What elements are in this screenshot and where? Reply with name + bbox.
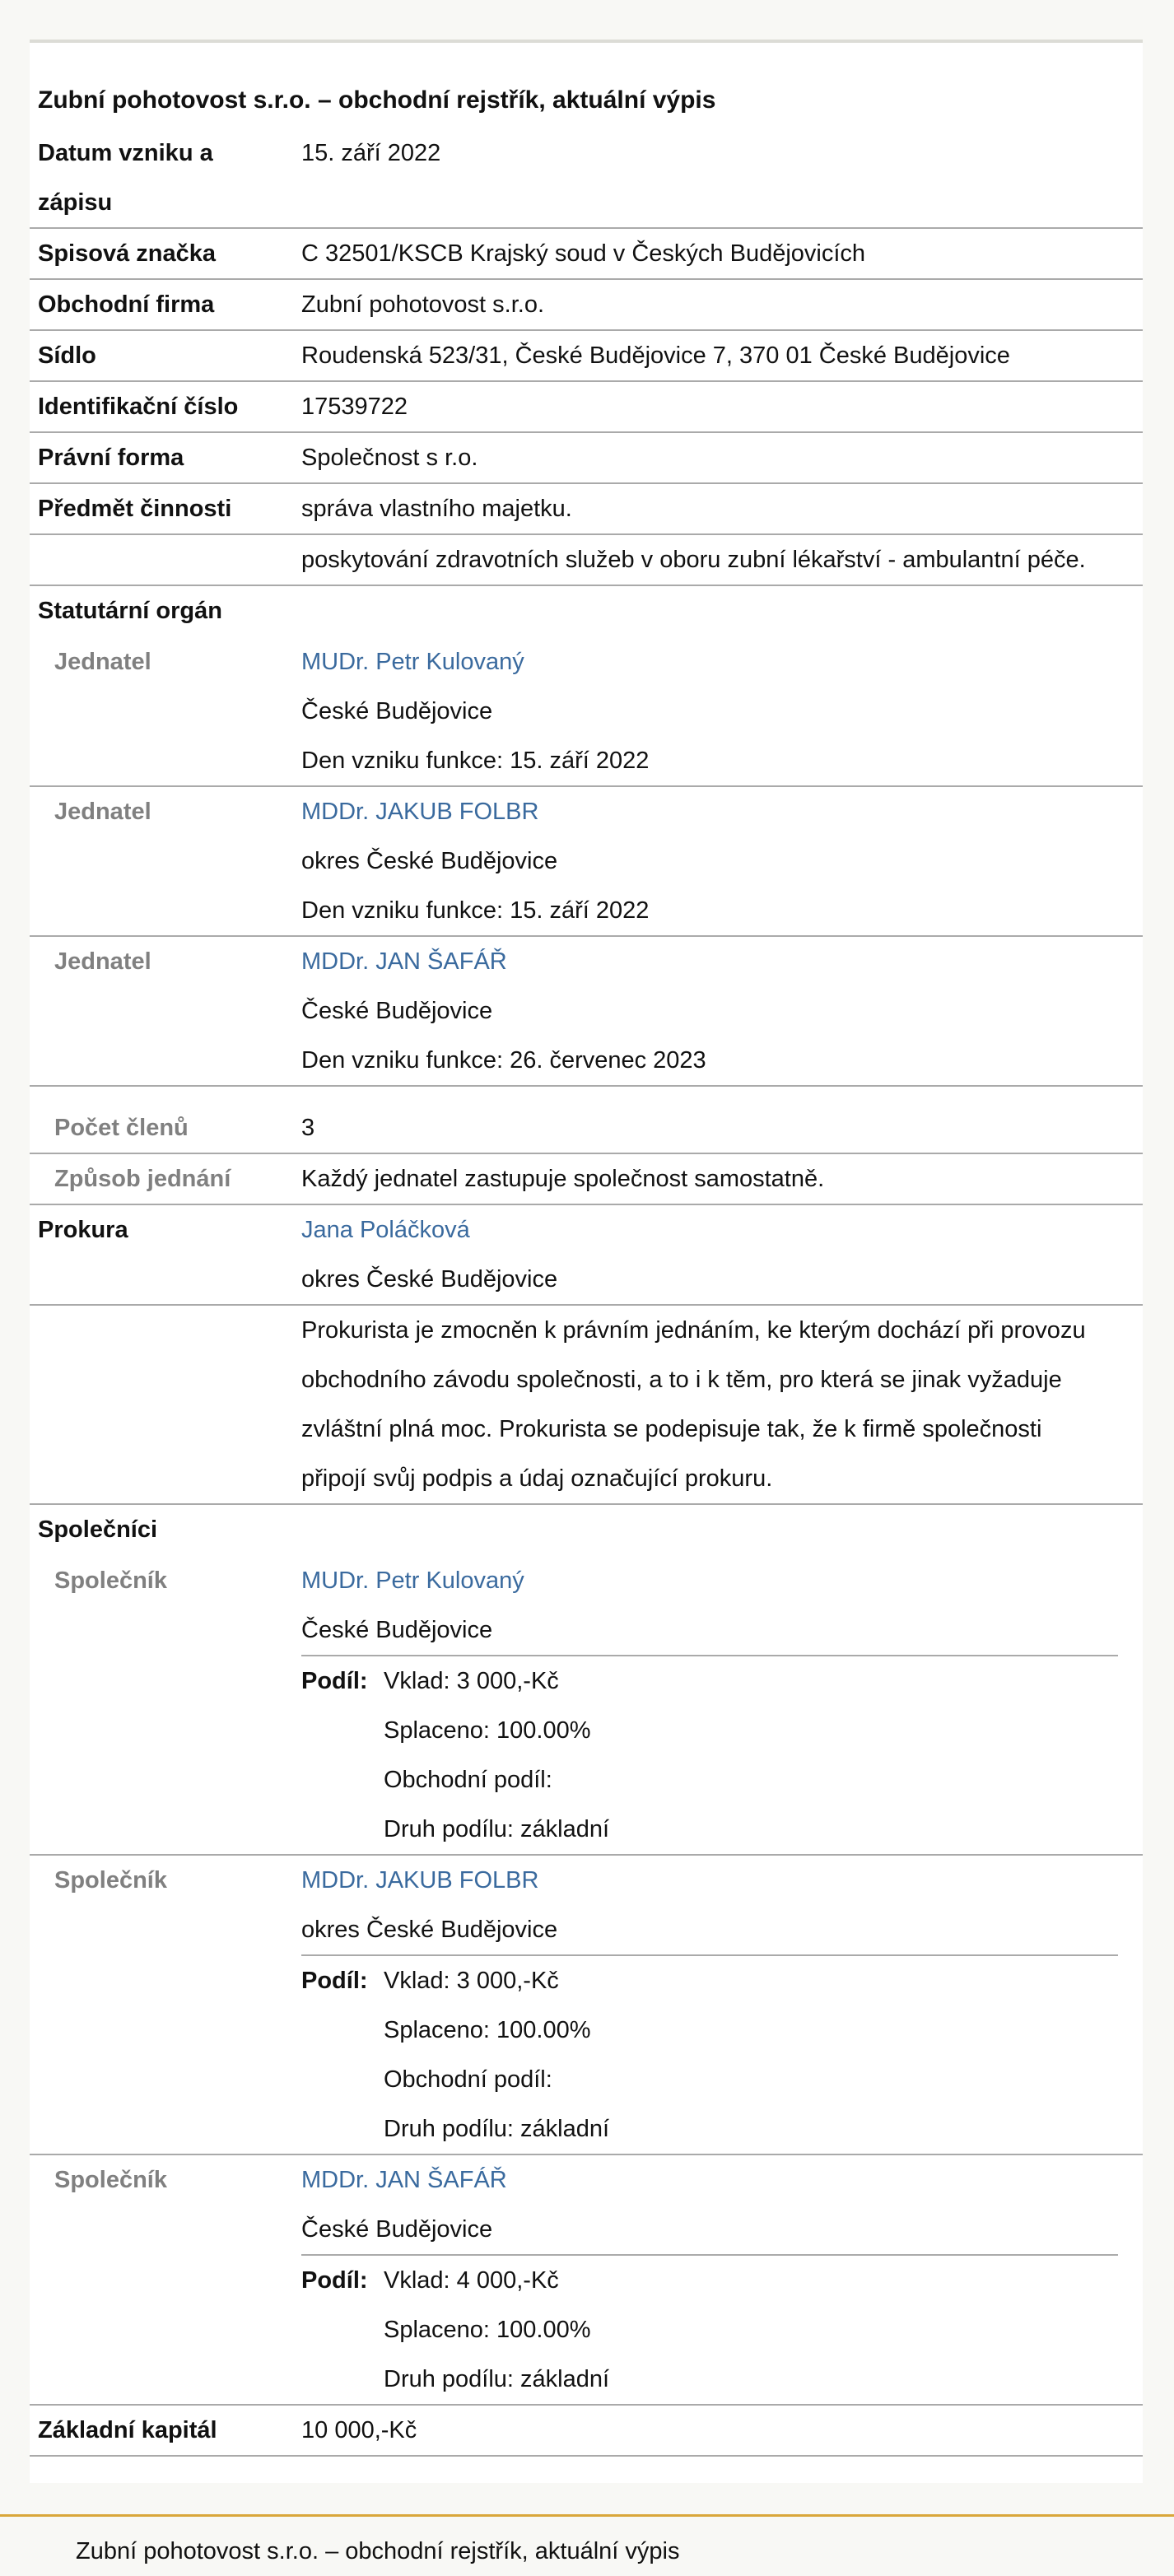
function-since: Den vzniku funkce: 15. září 2022: [301, 748, 650, 774]
row-pocet-clenu: [30, 1087, 1143, 1154]
note-line: obchodního závodu společnosti, a to i k těm, pro která se jinak vyžaduje: [301, 1367, 1062, 1393]
person-place: České Budějovice: [301, 2216, 493, 2243]
row-predmet-1: [30, 484, 1143, 535]
row-predmet-2: [30, 535, 1143, 586]
role-label: Jednatel: [54, 948, 151, 975]
share-line: Splaceno: 100.00%: [384, 2317, 591, 2343]
heading-statutarni: Statutární orgán: [38, 598, 222, 624]
person-place: České Budějovice: [301, 698, 493, 724]
row-kapital: [30, 2406, 1143, 2457]
share-line: Vklad: 3 000,-Kč: [384, 1968, 559, 1994]
label-pocet-clenu: Počet členů: [54, 1115, 189, 1141]
value-forma: Společnost s r.o.: [301, 445, 478, 471]
value-firma: Zubní pohotovost s.r.o.: [301, 291, 545, 318]
function-since: Den vzniku funkce: 15. září 2022: [301, 897, 650, 924]
label-firma: Obchodní firma: [38, 291, 215, 318]
page-footer: [0, 2514, 1174, 2576]
share-label: Podíl:: [301, 2267, 368, 2294]
label-predmet: Předmět činnosti: [38, 496, 232, 522]
label-prokura: Prokura: [38, 1217, 128, 1243]
row-spisova: [30, 229, 1143, 280]
value-datum: 15. září 2022: [301, 140, 441, 166]
section-spolecnici: [30, 1505, 1143, 1554]
value-predmet-1: správa vlastního majetku.: [301, 496, 572, 522]
share-label: Podíl:: [301, 1968, 368, 1994]
role-label: Jednatel: [54, 799, 151, 825]
share-line: Vklad: 4 000,-Kč: [384, 2267, 559, 2294]
value-kapital: 10 000,-Kč: [301, 2417, 417, 2443]
label-datum: Datum vzniku a zápisu: [38, 140, 213, 216]
row-zpusob-jednani: [30, 1154, 1143, 1205]
label-spisova: Spisová značka: [38, 240, 216, 267]
row-sidlo: [30, 331, 1143, 382]
partner: [30, 2155, 1143, 2406]
share-label: Podíl:: [301, 1668, 368, 1694]
section-statutarni: [30, 586, 1143, 636]
person-link[interactable]: MDDr. JAN ŠAFÁŘ: [301, 2167, 507, 2193]
share-line: Druh podílu: základní: [384, 2116, 610, 2142]
label-ico: Identifikační číslo: [38, 394, 239, 420]
person-link[interactable]: MUDr. Petr Kulovaný: [301, 649, 524, 675]
label-kapital: Základní kapitál: [38, 2417, 217, 2443]
row-ico: [30, 382, 1143, 433]
role-label: Jednatel: [54, 649, 151, 675]
note-line: Prokurista je zmocněn k právním jednáním, ke kterým dochází při provozu: [301, 1317, 1086, 1344]
person-place: České Budějovice: [301, 998, 493, 1024]
label-zpusob-jednani: Způsob jednání: [54, 1166, 231, 1192]
person-link[interactable]: MDDr. JAN ŠAFÁŘ: [301, 948, 507, 975]
partner: [30, 1556, 1143, 1856]
share-line: Druh podílu: základní: [384, 2366, 610, 2392]
person-place: České Budějovice: [301, 1617, 493, 1643]
row-prokura: [30, 1205, 1143, 1306]
share-line: Splaceno: 100.00%: [384, 1717, 591, 1744]
person-place: okres České Budějovice: [301, 1917, 558, 1943]
partner: [30, 1856, 1143, 2155]
note-line: připojí svůj podpis a údaj označující prokuru.: [301, 1465, 773, 1492]
role-label: Společník: [54, 2167, 167, 2193]
value-ico: 17539722: [301, 394, 408, 420]
prokura-note: [301, 1306, 1134, 1503]
value-zpusob-jednani: Každý jednatel zastupuje společnost samostatně.: [301, 1166, 825, 1192]
role-label: Společník: [54, 1567, 167, 1594]
statutar-member: [30, 637, 1143, 787]
label-sidlo: Sídlo: [38, 342, 96, 369]
share-line: Vklad: 3 000,-Kč: [384, 1668, 559, 1694]
footer-title: Zubní pohotovost s.r.o. – obchodní rejstřík, aktuální výpis: [76, 2538, 680, 2564]
share-line: Druh podílu: základní: [384, 1816, 610, 1842]
statutar-member: [30, 937, 1143, 1087]
function-since: Den vzniku funkce: 26. červenec 2023: [301, 1047, 706, 1074]
prokurista-link[interactable]: Jana Poláčková: [301, 1217, 470, 1243]
person-link[interactable]: MDDr. JAKUB FOLBR: [301, 799, 539, 825]
extract-card: [30, 40, 1143, 2483]
label-forma: Právní forma: [38, 445, 184, 471]
share-line: Obchodní podíl:: [384, 2066, 552, 2093]
share-line: Obchodní podíl:: [384, 1767, 552, 1793]
share-line: Splaceno: 100.00%: [384, 2017, 591, 2043]
row-forma: [30, 433, 1143, 484]
heading-spolecnici: Společníci: [38, 1516, 158, 1543]
value-predmet-2: poskytování zdravotních služeb v oboru zubní lékařství - ambulantní péče.: [301, 547, 1086, 573]
value-spisova: C 32501/KSCB Krajský soud v Českých Budějovicích: [301, 240, 866, 267]
value-sidlo: Roudenská 523/31, České Budějovice 7, 370 01 České Budějovice: [301, 342, 1010, 369]
person-place: okres České Budějovice: [301, 848, 558, 874]
statutar-member: [30, 787, 1143, 937]
row-firma: [30, 280, 1143, 331]
person-link[interactable]: MUDr. Petr Kulovaný: [301, 1567, 524, 1594]
prokurista-place: okres České Budějovice: [301, 1266, 558, 1293]
person-link[interactable]: MDDr. JAKUB FOLBR: [301, 1867, 539, 1894]
value-pocet-clenu: 3: [301, 1115, 315, 1141]
row-prokura-note: [30, 1306, 1143, 1505]
page-title: Zubní pohotovost s.r.o. – obchodní rejstřík, aktuální výpis: [38, 86, 716, 114]
role-label: Společník: [54, 1867, 167, 1894]
row-datum: [30, 128, 1143, 229]
note-line: zvláštní plná moc. Prokurista se podepisuje tak, že k firmě společnosti: [301, 1416, 1042, 1442]
